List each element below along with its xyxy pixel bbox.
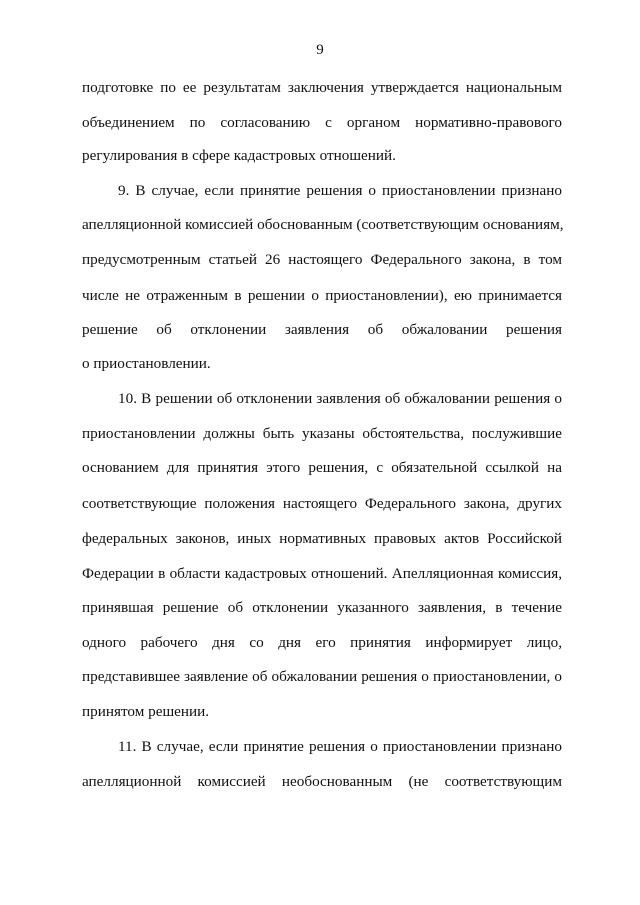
text-line: представившее заявление об обжаловании решения о приостановлении, о — [82, 668, 562, 685]
text-line: о приостановлении. — [82, 355, 211, 372]
text-line: объединением по согласованию с органом нормативно-правового — [82, 114, 562, 131]
page-number: 9 — [316, 42, 324, 58]
text-line: решение об отклонении заявления об обжаловании решения — [82, 321, 562, 338]
text-line: принятом решении. — [82, 703, 210, 720]
paragraph-9-first-line: 9. В случае, если принятие решения о приостановлении признано — [118, 182, 562, 199]
text-line: основанием для принятия этого решения, с обязательной ссылкой на — [82, 459, 562, 476]
text-line: подготовке по ее результатам заключения утверждается национальным — [82, 79, 562, 96]
text-line: апелляционной комиссией обоснованным (соответствующим основаниям, — [82, 216, 564, 233]
text-line: соответствующие положения настоящего Федерального закона, других — [82, 495, 562, 512]
text-line: числе не отраженным в решении о приостановлении), ею принимается — [82, 287, 562, 304]
text-line: одного рабочего дня со дня его принятия информирует лицо, — [82, 634, 562, 651]
text-line: приостановлении должны быть указаны обстоятельства, послужившие — [82, 425, 562, 442]
text-line: принявшая решение об отклонении указанного заявления, в течение — [82, 599, 562, 616]
paragraph-11-first-line: 11. В случае, если принятие решения о приостановлении признано — [118, 738, 562, 755]
text-line: предусмотренным статьей 26 настоящего Федерального закона, в том — [82, 251, 562, 268]
text-line: апелляционной комиссией необоснованным (не соответствующим — [82, 773, 562, 790]
text-line: Федерации в области кадастровых отношений. Апелляционная комиссия, — [82, 565, 562, 582]
text-line: регулирования в сфере кадастровых отношений. — [82, 147, 396, 164]
paragraph-10-first-line: 10. В решении об отклонении заявления об обжаловании решения о — [118, 390, 562, 407]
text-line: федеральных законов, иных нормативных правовых актов Российской — [82, 530, 562, 547]
